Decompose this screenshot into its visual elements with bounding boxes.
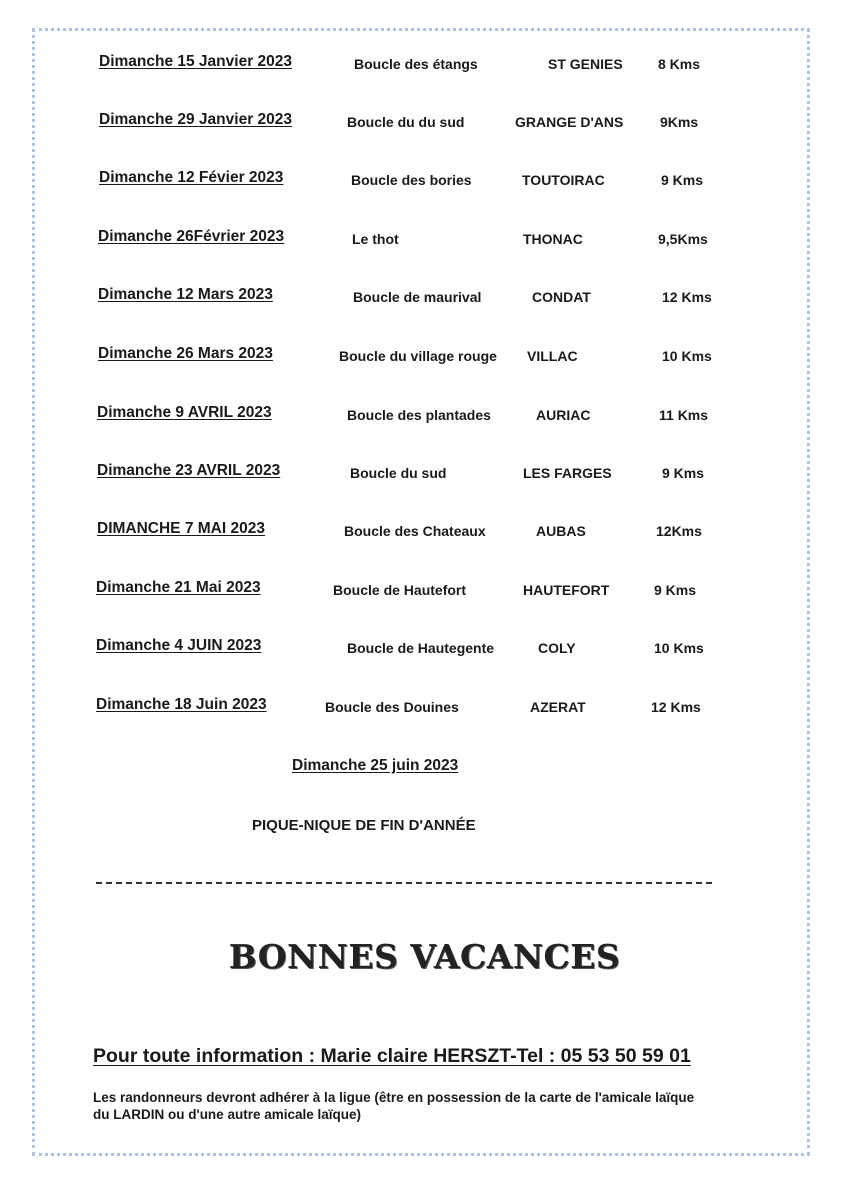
outing-walk: Boucle du village rouge	[339, 348, 497, 364]
outing-distance: 12 Kms	[662, 289, 712, 305]
outing-place: ST GENIES	[548, 56, 623, 72]
outing-row	[0, 286, 849, 310]
outing-date: Dimanche 18 Juin 2023	[96, 696, 267, 713]
outing-date: Dimanche 26Février 2023	[98, 228, 285, 245]
outing-walk: Boucle de Hautegente	[347, 640, 495, 656]
outing-date: Dimanche 12 Févier 2023	[99, 169, 284, 186]
outing-place: LES FARGES	[523, 465, 612, 481]
final-outing-date: Dimanche 25 juin 2023	[292, 757, 459, 774]
final-outing-event: PIQUE-NIQUE DE FIN D'ANNÉE	[252, 817, 476, 834]
outing-walk: Boucle des Douines	[325, 699, 459, 715]
contact-info: Pour toute information : Marie claire HERSZT-Tel : 05 53 50 59 01	[93, 1045, 691, 1067]
outing-place: COLY	[538, 640, 576, 656]
outing-distance: 9,5Kms	[658, 231, 708, 247]
outing-date: Dimanche 21 Mai 2023	[96, 579, 261, 596]
outing-row	[0, 345, 849, 369]
outing-date: Dimanche 23 AVRIL 2023	[97, 462, 281, 479]
outing-distance: 12Kms	[656, 523, 702, 539]
outing-place: AUBAS	[536, 523, 586, 539]
outing-walk: Boucle de Hautefort	[333, 582, 467, 598]
outing-date: DIMANCHE 7 MAI 2023	[97, 520, 265, 537]
outing-walk: Boucle des bories	[351, 172, 472, 188]
outing-row	[0, 404, 849, 428]
outing-walk: Le thot	[352, 231, 399, 247]
outing-walk: Boucle des étangs	[354, 56, 478, 72]
outing-walk: Boucle du du sud	[347, 114, 465, 130]
outing-row	[0, 169, 849, 193]
outing-place: CONDAT	[532, 289, 591, 305]
outing-place: GRANGE D'ANS	[515, 114, 624, 130]
outing-row	[0, 228, 849, 252]
outing-distance: 12 Kms	[651, 699, 701, 715]
outing-row	[0, 111, 849, 135]
outing-place: AZERAT	[530, 699, 586, 715]
outing-walk: Boucle des plantades	[347, 407, 491, 423]
outing-row	[0, 53, 849, 77]
outing-row	[0, 520, 849, 544]
outing-walk: Boucle de maurival	[353, 289, 482, 305]
outing-distance: 10 Kms	[662, 348, 712, 364]
outing-place: HAUTEFORT	[523, 582, 610, 598]
outing-date: Dimanche 15 Janvier 2023	[99, 53, 293, 70]
outing-row	[0, 696, 849, 720]
outing-date: Dimanche 26 Mars 2023	[98, 345, 273, 362]
outing-row	[0, 637, 849, 661]
outing-walk: Boucle du sud	[350, 465, 447, 481]
outing-date: Dimanche 29 Janvier 2023	[99, 111, 293, 128]
closing-heading: BONNES VACANCES	[228, 937, 621, 976]
outing-walk: Boucle des Chateaux	[344, 523, 486, 539]
outing-distance: 9 Kms	[662, 465, 705, 481]
outing-row	[0, 579, 849, 603]
outing-row	[0, 462, 849, 486]
outing-date: Dimanche 4 JUIN 2023	[96, 637, 262, 654]
outing-distance: 9Kms	[660, 114, 699, 130]
outing-date: Dimanche 12 Mars 2023	[98, 286, 273, 303]
outing-distance: 10 Kms	[654, 640, 704, 656]
outing-distance: 9 Kms	[661, 172, 704, 188]
outing-place: AURIAC	[536, 407, 591, 423]
outing-distance: 9 Kms	[654, 582, 697, 598]
outing-place: TOUTOIRAC	[522, 172, 605, 188]
outing-place: THONAC	[523, 231, 583, 247]
dashed-divider	[96, 882, 712, 884]
outing-place: VILLAC	[527, 348, 578, 364]
outing-distance: 11 Kms	[659, 407, 709, 423]
outing-date: Dimanche 9 AVRIL 2023	[97, 404, 272, 421]
membership-note: Les randonneurs devront adhérer à la ligue (être en possession de la carte de l'amicale laïque du LARDIN ou d'une autre amicale laïque)	[93, 1090, 695, 1122]
outing-distance: 8 Kms	[658, 56, 701, 72]
